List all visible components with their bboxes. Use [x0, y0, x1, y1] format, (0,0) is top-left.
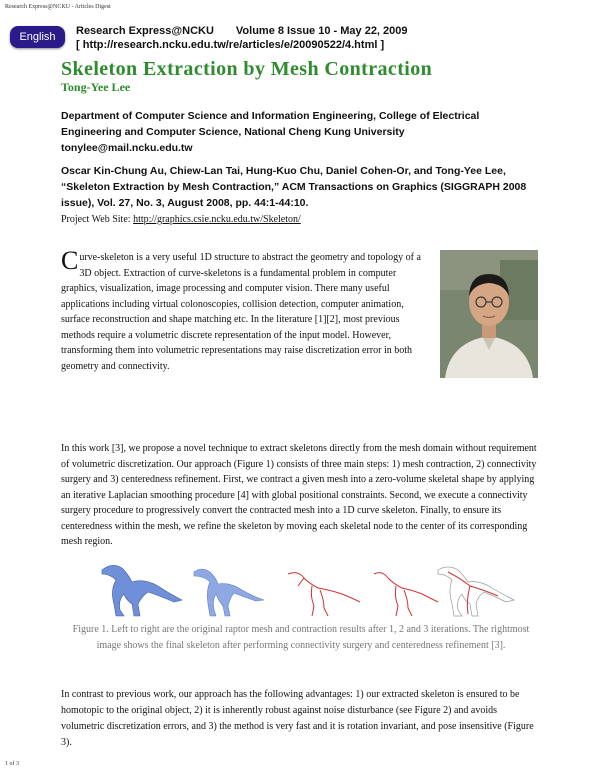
paragraph-intro — [61, 246, 433, 374]
publication-name: Research Express@NCKU — [76, 25, 214, 37]
browser-header: Research Express@NCKU - Articles Digest — [5, 4, 111, 10]
project-website — [61, 214, 301, 225]
raptor-mesh-iter2 — [288, 573, 360, 616]
website-label: Project Web Site: — [61, 214, 134, 225]
affiliation-text: Department of Computer Science and Information Engineering, College of Electrical Engineering and Computer Science, National Cheng Kung University — [61, 110, 480, 138]
raptor-mesh-original — [102, 565, 182, 616]
paragraph-advantages: In contrast to previous work, our approach has the following advantages: 1) our extracted skeleton is ensured to be homotopic to the original object, 2) it is inherently robust against noise disturbance (see Figure 2) and avoids volumetric discretization errors, and 3) the method is very fast and it is rotation invariant, and pose insensitive (Figure 3). — [61, 689, 534, 748]
raptor-final-skeleton — [438, 567, 514, 616]
author-email[interactable]: tonylee@mail.ncku.edu.tw — [61, 142, 193, 154]
author-affiliation — [61, 108, 541, 156]
issue-info: Volume 8 Issue 10 - May 22, 2009 — [235, 25, 408, 37]
article-title: Skeleton Extraction by Mesh Contraction — [61, 58, 433, 80]
intro-text: urve-skeleton is a very useful 1D structure to abstract the geometry and topology of a 3D object. Extraction of curve-skeletons is a fundamental problem in computer graphics, visualization, image processing and computer vision. There many useful applications including virtual colonoscopies, collision detection, computer animation, surface reconstruction and shape matching etc. In the literature [1][2], most previous methods require a volumetric discrete representation of the input model. However, transforming them into volumetric representations may raise discretization error in both geometry and connectivity. — [61, 252, 421, 372]
article-author: Tong-Yee Lee — [61, 80, 131, 94]
language-button[interactable]: English — [10, 26, 65, 48]
page-number: 1 of 3 — [5, 761, 19, 767]
website-link[interactable]: http://graphics.csie.ncku.edu.tw/Skeleton/ — [133, 214, 301, 225]
paragraph-approach: In this work [3], we propose a novel technique to extract skeletons directly from the mesh domain without requirement of volumetric discretization. Our approach (Figure 1) consists of three main steps: 1) mesh contraction, 2) connectivity surgery and 3) centeredness refinement. First, we contract a given mesh into a zero-volume skeletal shape by applying an iterative Laplacian smoothing procedure [4] with global positional constraints. Second, we execute a connectivity surgery procedure to progressively convert the contracted mesh into a 1D curve skeleton. Finally, to ensure its centeredness within the mesh, we refine the skeleton by moving each skeletal node to the center of its corresponding mesh region. — [61, 443, 537, 547]
citation: Oscar Kin-Chung Au, Chiew-Lan Tai, Hung-Kuo Chu, Daniel Cohen-Or, and Tong-Yee Lee, “Skeleton Extraction by Mesh Contraction,” ACM Transactions on Graphics (SIGGRAPH 2008 issue), Vol. 27, No. 3, August 2008, pp. 44:1-44:10. — [61, 165, 527, 209]
article-url[interactable]: [ http://research.ncku.edu.tw/re/articles/e/20090522/4.html ] — [76, 39, 385, 51]
publication-header — [76, 24, 408, 52]
raptor-mesh-iter1 — [194, 569, 264, 616]
figure-caption: Figure 1. Left to right are the original raptor mesh and contraction results after 1, 2 and 3 iterations. The rightmost image shows the final skeleton after performing connectivity surgery and centeredness refinement [3]. — [72, 624, 530, 651]
raptor-figure — [98, 560, 518, 620]
dropcap-letter: C — [61, 246, 79, 275]
author-photo — [440, 250, 538, 378]
raptor-mesh-iter3 — [374, 573, 438, 616]
